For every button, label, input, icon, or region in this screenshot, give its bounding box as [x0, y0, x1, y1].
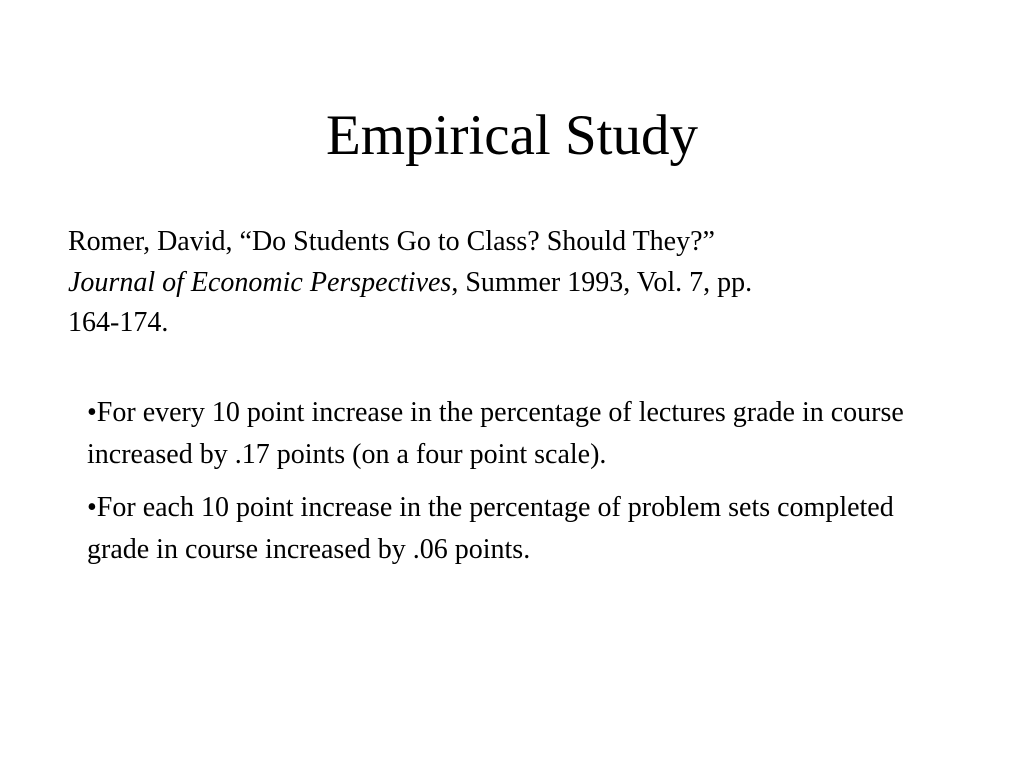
- citation-line-2: , Summer 1993, Vol. 7, pp.: [451, 266, 753, 298]
- citation-line-3: 164-174.: [68, 307, 169, 338]
- slide-title: Empirical Study: [325, 104, 699, 167]
- bullet-item-problem-sets: •For each 10 point increase in the percentage of problem sets completed grade in course increased by .06 points.: [87, 492, 894, 565]
- citation-journal: Journal of Economic Perspectives: [68, 266, 452, 298]
- bullet-item-lectures: •For every 10 point increase in the percentage of lectures grade in course increased by .17 points (on a four point scale).: [87, 397, 904, 470]
- citation-line-1: Romer, David, “Do Students Go to Class? Should They?”: [68, 226, 715, 257]
- citation: [68, 222, 948, 344]
- bullet-list: [87, 392, 947, 582]
